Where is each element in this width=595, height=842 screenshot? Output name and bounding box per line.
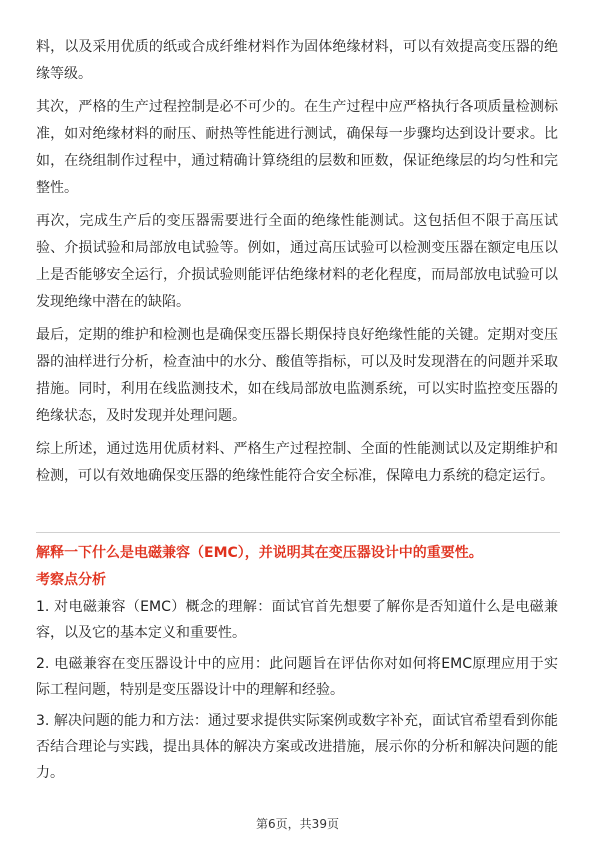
analysis-point: 1. 对电磁兼容（EMC）概念的理解：面试官首先想要了解你是否知道什么是电磁兼容，以及它的基本定义和重要性。 — [36, 599, 558, 641]
paragraph-process-control: 其次，严格的生产过程控制是必不可少的。在生产过程中应严格执行各项质量检测标准，如对绝缘材料的耐压、耐热等性能进行测试，确保每一步骤均达到设计要求。比如，在绕组制作过程中，通过精确计算绕组的层数和匝数，保证绝缘层的均匀性和完整性。 — [36, 99, 558, 196]
question-title: 解释一下什么是电磁兼容（EMC），并说明其在变压器设计中的重要性。 — [36, 545, 483, 561]
paragraph-continuation: 料，以及采用优质的纸或合成纤维材料作为固体绝缘材料，可以有效提高变压器的绝缘等级。 — [36, 39, 558, 82]
analysis-point: 3. 解决问题的能力和方法：通过要求提供实际案例或数字补充，面试官希望看到你能否结合理论与实践，提出具体的解决方案或改进措施，展示你的分析和解决问题的能力。 — [36, 713, 558, 781]
analysis-heading: 考察点分析 — [36, 572, 106, 588]
section-divider — [36, 532, 560, 533]
paragraph-testing: 再次，完成生产后的变压器需要进行全面的绝缘性能测试。这包括但不限于高压试验、介损试验和局部放电试验等。例如，通过高压试验可以检测变压器在额定电压以上是否能够安全运行，介损试验则能评估绝缘材料的老化程度，而局部放电试验可以发现绝缘中潜在的缺陷。 — [36, 213, 558, 310]
paragraph-summary: 综上所述，通过选用优质材料、严格生产过程控制、全面的性能测试以及定期维护和检测，可以有效地确保变压器的绝缘性能符合安全标准，保障电力系统的稳定运行。 — [36, 441, 558, 484]
analysis-point: 2. 电磁兼容在变压器设计中的应用：此问题旨在评估你对如何将EMC原理应用于实际工程问题，特别是变压器设计中的理解和经验。 — [36, 656, 558, 698]
page-number: 第6页，共39页 — [256, 817, 339, 831]
body-text — [36, 34, 558, 496]
question-section — [36, 540, 558, 791]
paragraph-maintenance: 最后，定期的维护和检测也是确保变压器长期保持良好绝缘性能的关键。定期对变压器的油样进行分析，检查油中的水分、酸值等指标，可以及时发现潜在的问题并采取措施。同时，利用在线监测技术，如在线局部放电监测系统，可以实时监控变压器的绝缘状态，及时发现并处理问题。 — [36, 327, 558, 424]
